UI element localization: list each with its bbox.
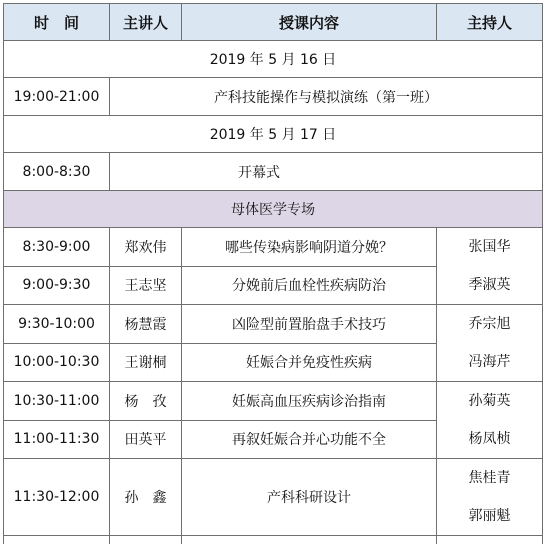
host-name: 冯海芹	[437, 343, 542, 381]
content-cell: 再叙妊娠合并心功能不全	[182, 420, 437, 459]
time-cell: 8:00-8:30	[4, 153, 110, 191]
table-row	[4, 305, 543, 344]
speaker-cell: 王谢桐	[110, 343, 182, 382]
host-name: 季淑英	[437, 266, 542, 304]
time-cell: 19:00-21:00	[4, 78, 110, 116]
host-name: 郭丽魁	[437, 497, 542, 535]
content-cell: 产科技能操作与模拟演练（第一班）	[110, 78, 543, 116]
schedule-table	[3, 3, 543, 544]
time-cell: 10:30-11:00	[4, 382, 110, 421]
speaker-cell: 王志坚	[110, 266, 182, 305]
host-cell	[437, 459, 543, 536]
time-cell: 11:00-11:30	[4, 420, 110, 459]
host-cell	[437, 305, 543, 382]
date-row-day1	[4, 41, 543, 78]
table-row	[4, 78, 543, 116]
section-title: 母体医学专场	[4, 191, 543, 228]
host-cell	[437, 228, 543, 305]
speaker-cell: 孙 鑫	[110, 459, 182, 536]
header-content: 授课内容	[182, 4, 437, 41]
content-cell: 分娩前后血栓性疾病防治	[182, 266, 437, 305]
header-host: 主持人	[437, 4, 543, 41]
host-name: 焦桂青	[437, 459, 542, 497]
host-name: 乔宗旭	[437, 305, 542, 343]
time-cell: 8:30-9:00	[4, 228, 110, 267]
date-day2: 2019 年 5 月 17 日	[4, 116, 543, 153]
speaker-cell: 杨 孜	[110, 382, 182, 421]
content-cell: 产科科研设计	[182, 459, 437, 536]
header-time: 时 间	[4, 4, 110, 41]
table-row	[4, 228, 543, 267]
header-speaker: 主讲人	[110, 4, 182, 41]
time-cell: 9:00-9:30	[4, 266, 110, 305]
content-cell: 凶险型前置胎盘手术技巧	[182, 305, 437, 344]
content-cell: 哪些传染病影响阴道分娩？	[182, 228, 437, 267]
host-cell	[437, 382, 543, 459]
header-row	[4, 4, 543, 41]
speaker-cell: 杨慧霞	[110, 305, 182, 344]
date-day1: 2019 年 5 月 16 日	[4, 41, 543, 78]
host-name: 孙菊英	[437, 382, 542, 420]
section-row	[4, 191, 543, 228]
table-row	[4, 382, 543, 421]
time-cell: 10:00-10:30	[4, 343, 110, 382]
speaker-cell: 郑欢伟	[110, 228, 182, 267]
time-cell: 9:30-10:00	[4, 305, 110, 344]
speaker-cell: 田英平	[110, 420, 182, 459]
host-name: 张国华	[437, 228, 542, 266]
time-cell: 11:30-12:00	[4, 459, 110, 536]
host-name: 杨凤桢	[437, 420, 542, 458]
content-cell: 妊娠高血压疾病诊治指南	[182, 382, 437, 421]
content-cell: 开幕式	[110, 153, 543, 191]
date-row-day2	[4, 116, 543, 153]
opening-row	[4, 153, 543, 191]
content-cell: 妊娠合并免疫性疾病	[182, 343, 437, 382]
table-row	[4, 459, 543, 536]
